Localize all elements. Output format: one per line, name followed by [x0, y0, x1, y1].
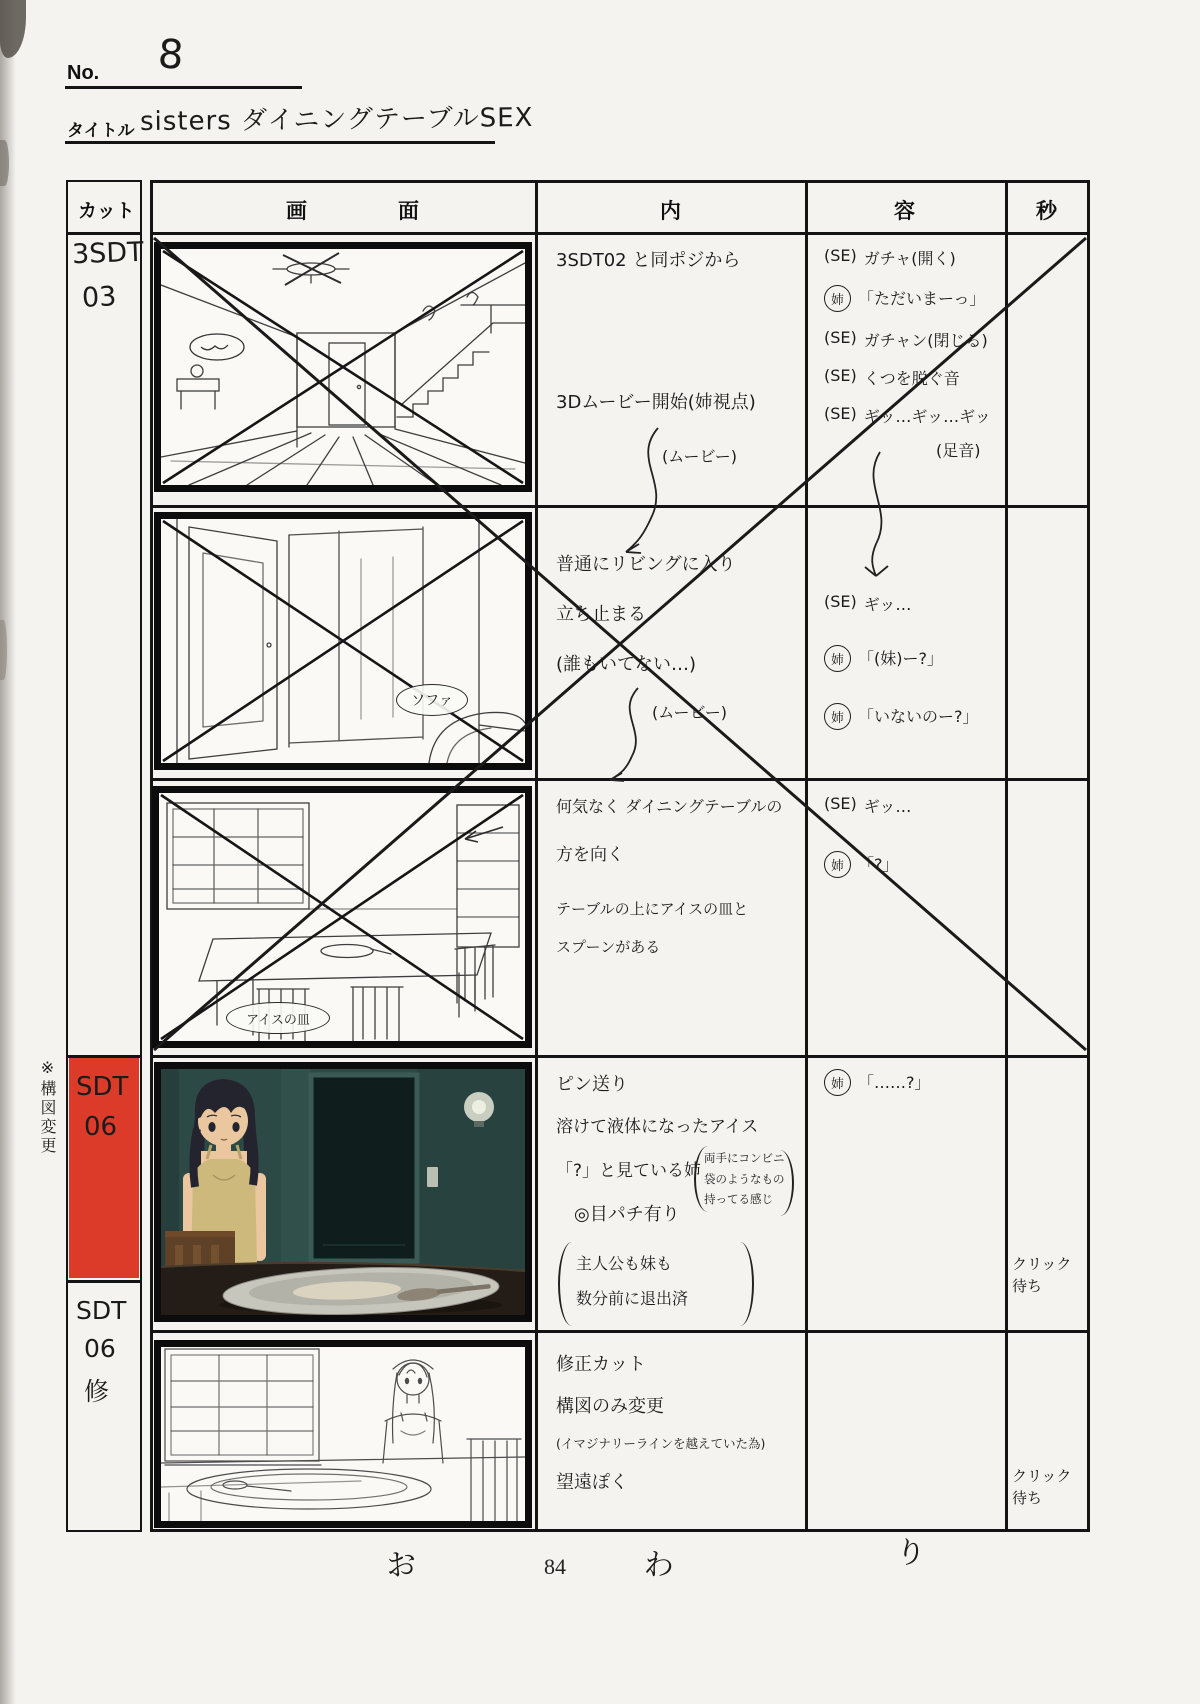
se-tag: (SE): [824, 794, 857, 813]
audio-line: [936, 438, 981, 461]
seconds-note: [1012, 1466, 1071, 1510]
callout-ice-plate-label: アイスの皿: [246, 1012, 310, 1028]
audio-line: [824, 794, 911, 817]
seconds-note-line: 待ち: [1012, 1277, 1043, 1295]
audio-text: ガチャ(開く): [863, 249, 956, 268]
footer-page-number: 84: [544, 1554, 566, 1579]
speaker-badge-ane: 姉: [824, 1069, 851, 1096]
cut4-label-line2: 06: [84, 1112, 118, 1142]
audio-line: [824, 704, 979, 730]
audio-line: [824, 404, 991, 427]
audio-text: ギッ…: [863, 595, 912, 614]
audio-line: [824, 328, 988, 351]
callout-bubble-ice-plate: [226, 1002, 330, 1034]
no-label: No.: [67, 62, 100, 84]
footer-char-o: お: [385, 1546, 418, 1584]
header-screen-b: 面: [398, 200, 419, 223]
scan-edge-shadow: [0, 0, 16, 1704]
row-divider-header: [150, 232, 1090, 235]
cut-column-divider: [66, 232, 142, 235]
action-line: 立ち止まる: [556, 604, 646, 625]
no-value: 8: [156, 31, 186, 79]
action-line: (ムービー): [652, 703, 728, 722]
action-line: テーブルの上にアイスの皿と: [556, 900, 749, 918]
title-underline: [65, 141, 495, 144]
se-tag: (SE): [824, 592, 857, 611]
audio-text: 「(妹)ー?」: [858, 649, 943, 668]
seconds-note-line: クリック: [1012, 1256, 1072, 1273]
audio-text: 「?」: [858, 855, 899, 874]
audio-text: ギッ…: [863, 797, 912, 816]
action-line: 3Dムービー開始(姉視点): [556, 392, 756, 413]
dining-drawing: [159, 793, 525, 1041]
se-tag: (SE): [824, 366, 857, 385]
title-value: sisters ダイニングテーブルSEX: [139, 102, 534, 138]
cut1-label-line2: 03: [81, 281, 118, 314]
se-tag: (SE): [824, 404, 857, 423]
header-screen-a: 画: [286, 200, 307, 223]
flow-arrow: [850, 448, 910, 588]
footer-char-ri: り: [894, 1534, 928, 1573]
cut4-label-line1: SDT: [76, 1072, 129, 1102]
audio-text: (足音): [936, 441, 981, 460]
audio-line: [824, 592, 911, 615]
cut1-label-line1: 3SDT: [71, 236, 145, 271]
header-content-a: 内: [660, 200, 681, 223]
doorway-drawing: [161, 519, 525, 763]
cut5-label-line1: SDT: [76, 1296, 127, 1325]
header-content-b: 容: [894, 200, 915, 223]
audio-text: ガチャン(閉じる): [863, 331, 988, 350]
paren-note-line: 主人公も妹も: [576, 1254, 673, 1273]
action-line: スプーンがある: [556, 938, 661, 956]
panel-3-dining-sketch: [152, 786, 532, 1048]
seconds-note-line: 待ち: [1012, 1489, 1043, 1507]
action-line: (イマジナリーラインを越えていた為): [556, 1436, 766, 1451]
audio-line: [824, 1070, 931, 1096]
audio-line: [824, 646, 943, 672]
audio-text: 「……?」: [858, 1073, 931, 1092]
revised-drawing: [161, 1347, 525, 1521]
audio-line: [824, 366, 960, 389]
audio-text: くつを脱ぐ音: [863, 369, 960, 388]
action-line: (ムービー): [662, 447, 738, 466]
header-seconds: 秒: [1036, 200, 1057, 223]
row-divider-4: [150, 1330, 1090, 1333]
audio-text: 「ただいまーっ」: [858, 289, 986, 308]
audio-text: 「いないのー?」: [858, 707, 979, 726]
cut-column-divider: [66, 1280, 142, 1283]
scan-corner-blob: [0, 0, 26, 58]
title-label: タイトル: [67, 121, 135, 140]
cut-column-border: [66, 180, 145, 1532]
crossout-x-panel2: [163, 521, 523, 761]
cut5-label-line2: 06: [84, 1334, 116, 1363]
color-still-drawing: [161, 1069, 525, 1315]
audio-line: [824, 286, 985, 312]
panel-4-color-still: [154, 1062, 532, 1322]
paren-note: [576, 1246, 688, 1316]
action-line: 「?」と見ている姉: [556, 1161, 702, 1181]
fan-scribble-crossout: [283, 253, 341, 285]
action-line: 方を向く: [556, 845, 624, 865]
speaker-badge-ane: 姉: [824, 285, 851, 312]
footer-char-wa: わ: [642, 1547, 675, 1584]
audio-text: ギッ…ギッ…ギッ: [863, 407, 991, 426]
hallway-drawing: [161, 249, 525, 485]
seconds-note-line: クリック: [1012, 1468, 1072, 1485]
action-line: ◎目パチ有り: [574, 1204, 680, 1225]
action-line: 3SDT02 と同ポジから: [556, 250, 741, 271]
hand-note-line: 両手にコンビニ: [704, 1151, 785, 1165]
seconds-note: [1012, 1254, 1071, 1298]
se-tag: (SE): [824, 246, 857, 265]
action-line: 構図のみ変更: [556, 1396, 664, 1417]
speaker-badge-ane: 姉: [824, 851, 851, 878]
speaker-badge-ane: 姉: [824, 645, 851, 672]
audio-line: [824, 852, 899, 878]
panel-1-hallway-sketch: [154, 242, 532, 492]
se-tag: (SE): [824, 328, 857, 347]
action-line: 溶けて液体になったアイス: [556, 1117, 759, 1137]
crossout-x-panel1: [163, 251, 523, 483]
speaker-badge-ane: 姉: [824, 703, 851, 730]
row-divider-3: [150, 1055, 1090, 1058]
action-line: 修正カット: [556, 1354, 646, 1375]
header-cut: カット: [78, 201, 135, 222]
panel1-note-bubble: [190, 334, 244, 360]
callout-sofa-label: ソファ: [411, 693, 453, 709]
margin-note: ※構図変更: [38, 1058, 57, 1156]
action-line: (誰もいてない…): [556, 654, 697, 675]
action-line: 望遠ぽく: [556, 1472, 628, 1493]
hand-note: [704, 1148, 785, 1210]
scan-blob: [0, 140, 9, 186]
cut5-label-line3: 修: [84, 1377, 110, 1406]
hand-note-line: 持ってる感じ: [704, 1192, 773, 1207]
panel-5-revised-sketch: [154, 1340, 532, 1528]
action-line: 普通にリビングに入り: [556, 554, 736, 575]
no-underline: [65, 86, 302, 89]
panel-2-doorway-sketch: [154, 512, 532, 770]
callout-bubble-sofa: [396, 684, 468, 716]
action-line: 何気なく ダイニングテーブルの: [556, 797, 783, 816]
hand-note-line: 袋のようなもの: [704, 1171, 785, 1186]
audio-line: [824, 246, 956, 269]
action-line: ピン送り: [556, 1074, 628, 1095]
paren-note-line: 数分前に退出済: [576, 1289, 689, 1309]
scan-blob: [0, 620, 7, 680]
